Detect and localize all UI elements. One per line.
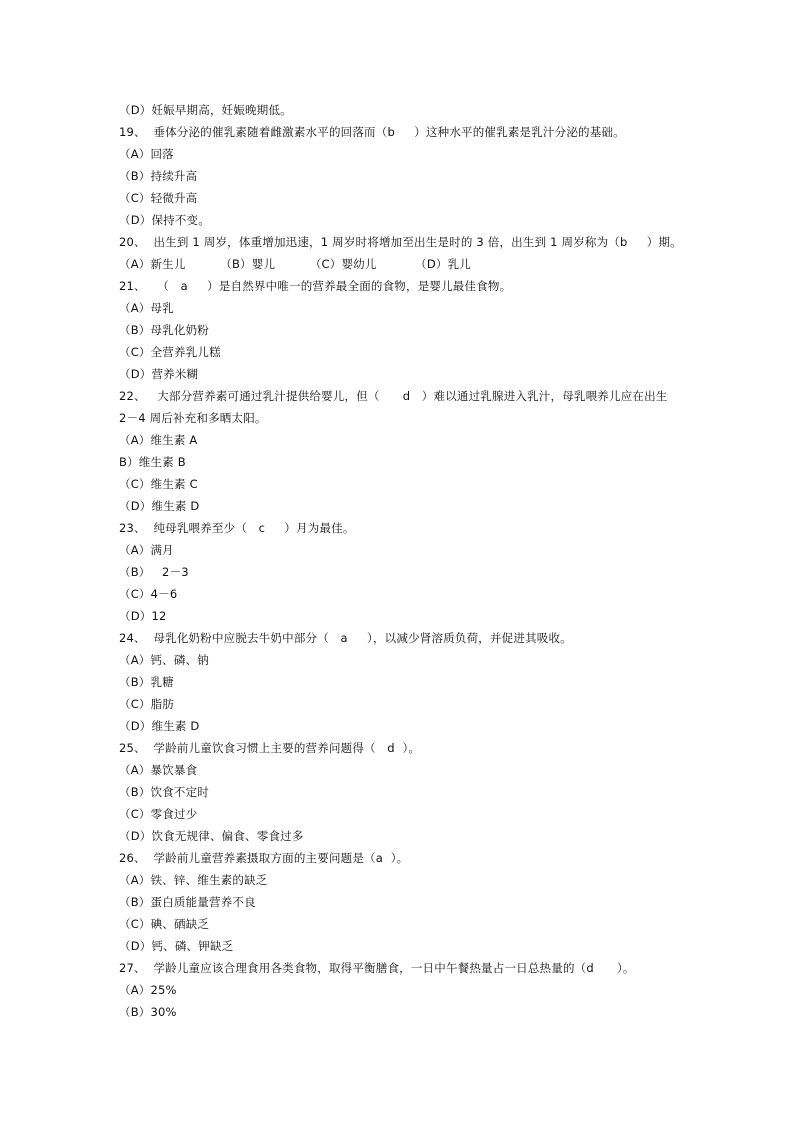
option-line: （A）母乳 (119, 301, 174, 315)
option-line: （B）母乳化奶粉 (119, 323, 209, 337)
option-line: （A）铁、锌、维生素的缺乏 (119, 873, 268, 887)
option-line: （D）维生素 D (119, 499, 200, 513)
option-line: （A）25% (119, 983, 177, 997)
option-line: （D）饮食无规律、偏食、零食过多 (119, 829, 304, 843)
option-line: （C）轻微升高 (119, 191, 198, 205)
option-line: （A）钙、磷、钠 (119, 653, 209, 667)
option-line: （A）维生素 A (119, 433, 198, 447)
option-line: （D）维生素 D (119, 719, 200, 733)
question-line: 25、 学龄前儿童饮食习惯上主要的营养问题得（ d ）。 (119, 741, 421, 755)
option-line: （B） 2－3 (119, 565, 189, 579)
option-line: （D）营养米糊 (119, 367, 199, 381)
option-line: （C）4－6 (119, 587, 178, 601)
option-line: （C）零食过少 (119, 807, 198, 821)
option-line: （B）饮食不定时 (119, 785, 209, 799)
option-line: （B）乳糖 (119, 675, 174, 689)
question-line-continued: 2－4 周后补充和多晒太阳。 (119, 411, 267, 425)
option-line: （D）12 (119, 609, 167, 623)
option-line: （C）全营养乳儿糕 (119, 345, 221, 359)
option-line: （D）妊娠早期高，妊娠晚期低。 (119, 103, 292, 117)
option-line: （C）脂肪 (119, 697, 175, 711)
option-line: （C）维生素 C (119, 477, 198, 491)
option-line: （B）蛋白质能量营养不良 (119, 895, 256, 909)
option-line: （D）钙、磷、钾缺乏 (119, 939, 234, 953)
question-line: 24、 母乳化奶粉中应脱去牛奶中部分（ a ），以减少肾溶质负荷，并促进其吸收。 (119, 631, 572, 645)
question-line: 22、 大部分营养素可通过乳汁提供给婴儿，但（ d ）难以通过乳腺进入乳汁，母乳喂养儿应在出生 (119, 389, 668, 403)
question-line: 20、 出生到 1 周岁，体重增加迅速，1 周岁时将增加至出生是时的 3 倍，出生到 1 周岁称为（b ）期。 (119, 235, 682, 249)
question-line: 26、 学龄前儿童营养素摄取方面的主要问题是（a ）。 (119, 851, 409, 865)
question-line: 21、 （ a ）是自然界中唯一的营养最全面的食物，是婴儿最佳食物。 (119, 279, 512, 293)
option-line: （B）30% (119, 1005, 177, 1019)
option-line: （A）回落 (119, 147, 174, 161)
question-line: 19、 垂体分泌的催乳素随着雌激素水平的回落而（b ）这种水平的催乳素是乳汁分泌的基础。 (119, 125, 625, 139)
question-line: 23、 纯母乳喂养至少（ c ）月为最佳。 (119, 521, 355, 535)
option-line: （D）保持不变。 (119, 213, 210, 227)
question-line: 27、 学龄儿童应该合理食用各类食物，取得平衡膳食，一日中午餐热量占一日总热量的（d ）。 (119, 961, 635, 975)
option-line: （C）碘、硒缺乏 (119, 917, 210, 931)
option-line: （A）满月 (119, 543, 174, 557)
option-line: （B）持续升高 (119, 169, 198, 183)
option-line: B）维生素 B (119, 455, 186, 469)
option-line: （A）新生儿 （B）婴儿 （C）婴幼儿 （D）乳儿 (119, 257, 471, 271)
option-line: （A）暴饮暴食 (119, 763, 198, 777)
